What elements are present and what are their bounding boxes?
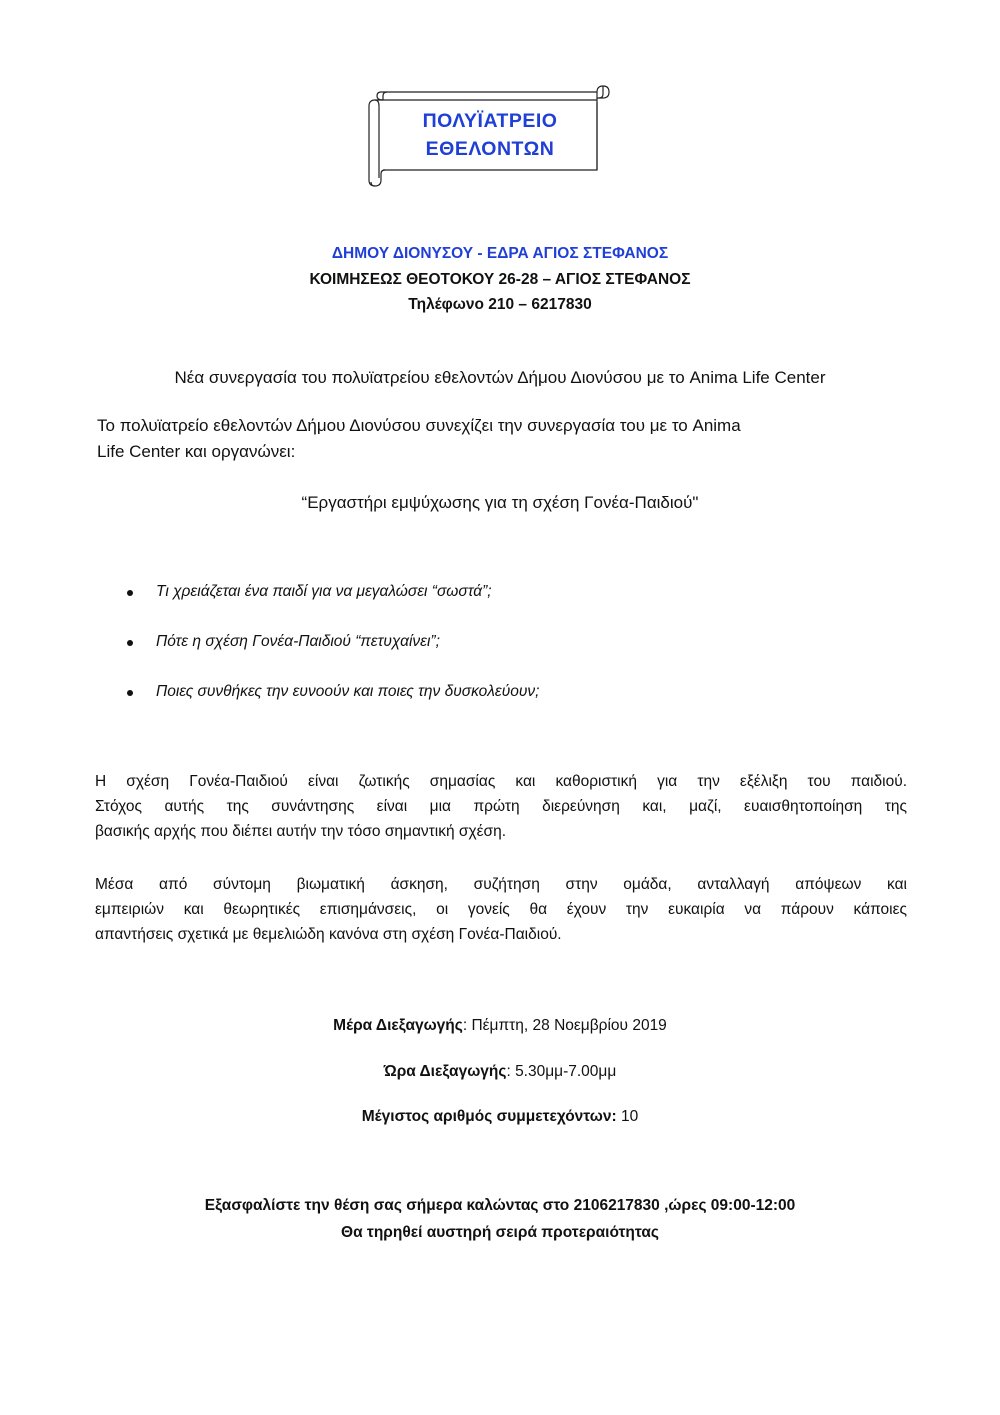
event-date-value: : Πέμπτη, 28 Νοεμβρίου 2019 xyxy=(462,1017,667,1034)
paragraph-method xyxy=(95,872,907,947)
list-item xyxy=(0,583,1000,607)
paragraph-line: Η σχέση Γονέα-Παιδιού είναι ζωτικής σημασίας και καθοριστική για την εξέλιξη του παιδιού. xyxy=(95,773,907,790)
intro-line-1: Το πολυϊατρείο εθελοντών Δήμου Διονύσου συνεχίζει την συνεργασία του με το Anima xyxy=(97,416,741,435)
max-participants-value: 10 xyxy=(616,1108,639,1125)
paragraph-line: απαντήσεις σχετικά με θεμελιώδη κανόνα στη σχέση Γονέα-Παιδιού. xyxy=(95,926,562,943)
event-date xyxy=(0,1017,1000,1035)
event-time-label: Ώρα Διεξαγωγής xyxy=(383,1063,507,1080)
paragraph-line: βασικής αρχής που διέπει αυτήν την τόσο σημαντική σχέση. xyxy=(95,823,507,840)
priority-notice: Θα τηρηθεί αυστηρή σειρά προτεραιότητας xyxy=(341,1224,659,1241)
topic-text: Ποιες συνθήκες την ευνοούν και ποιες την δυσκολεύουν; xyxy=(156,683,540,700)
reservation-call: Εξασφαλίστε την θέση σας σήμερα καλώντας στο 2106217830 ,ώρες 09:00-12:00 xyxy=(204,1197,796,1214)
workshop-title: “Εργαστήρι εμψύχωσης για τη σχέση Γονέα-Παιδιού" xyxy=(301,493,699,512)
bullet-icon xyxy=(127,690,133,696)
scroll-banner-graphic xyxy=(365,82,615,188)
paragraph-line: Μέσα από σύντομη βιωματική άσκηση, συζήτηση στην ομάδα, ανταλλαγή απόψεων και xyxy=(95,876,907,893)
organization-phone: Τηλέφωνο 210 – 6217830 xyxy=(408,296,592,313)
bullet-icon xyxy=(127,590,133,596)
paragraph-relationship xyxy=(95,769,907,844)
organization-name: ΔΗΜΟΥ ΔΙΟΝΥΣΟΥ - ΕΔΡΑ ΑΓΙΟΣ ΣΤΕΦΑΝΟΣ xyxy=(331,245,669,262)
intro-line-2: Life Center και οργανώνει: xyxy=(97,442,296,461)
list-item xyxy=(0,683,1000,707)
event-date-label: Μέρα Διεξαγωγής xyxy=(333,1017,463,1034)
topic-text: Πότε η σχέση Γονέα-Παιδιού “πετυχαίνει”; xyxy=(156,633,440,650)
scroll-banner xyxy=(365,82,615,188)
max-participants-label: Μέγιστος αριθμός συμμετεχόντων: xyxy=(361,1108,617,1125)
intro-text xyxy=(97,413,907,465)
banner-title-line2: ΕΘΕΛΟΝΤΩΝ xyxy=(425,138,555,160)
paragraph-line: Στόχος αυτής της συνάντησης είναι μια πρώτη διερεύνηση και, μαζί, ευαισθητοποίηση της xyxy=(95,798,907,815)
event-time-value: : 5.30μμ-7.00μμ xyxy=(506,1063,617,1080)
organization-address: ΚΟΙΜΗΣΕΩΣ ΘΕΟΤΟΚΟΥ 26-28 – ΑΓΙΟΣ ΣΤΕΦΑΝΟΣ xyxy=(309,271,691,288)
banner-title-line1: ΠΟΛΥΪΑΤΡΕΙΟ xyxy=(422,110,558,132)
list-item xyxy=(0,633,1000,657)
paragraph-line: εμπειριών και θεωρητικές επισημάνσεις, οι γονείς θα έχουν την ευκαιρία να πάρουν κάποιες xyxy=(95,901,907,918)
bullet-icon xyxy=(127,640,133,646)
max-participants xyxy=(0,1108,1000,1126)
event-time xyxy=(0,1063,1000,1081)
announcement-title: Νέα συνεργασία του πολυϊατρείου εθελοντών Δήμου Διονύσου με το Anima Life Center xyxy=(174,368,826,387)
topic-text: Τι χρειάζεται ένα παιδί για να μεγαλώσει “σωστά”; xyxy=(156,583,492,600)
